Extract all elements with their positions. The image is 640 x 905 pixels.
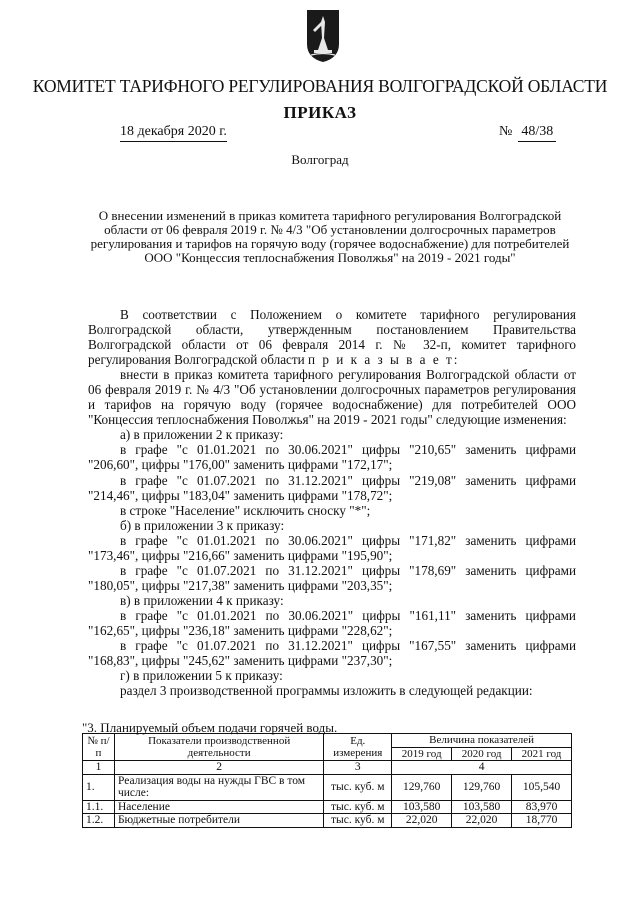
item-v-1: в графе "с 01.01.2021 по 30.06.2021" цифры "161,11" заменить цифрами "162,65", цифры "236,18" заменить цифрами "228,62";	[88, 607, 576, 638]
header-indicator: Показатели производственной деятельности	[114, 734, 323, 761]
number-sign: №	[499, 124, 513, 139]
row-value-2019: 129,760	[392, 774, 452, 800]
row-value-2021: 83,970	[512, 800, 572, 814]
item-b-2: в графе "с 01.07.2021 по 31.12.2021" цифры "178,69" заменить цифрами "180,05", цифры "217,38" заменить цифрами "203,35";	[88, 562, 576, 593]
item-a-3: в строке "Население" исключить сноску "*";	[120, 502, 371, 518]
header-values: Величина показателей	[392, 734, 572, 748]
row-num: 1.1.	[83, 800, 115, 814]
row-value-2021: 105,540	[512, 774, 572, 800]
row-value-2020: 22,020	[452, 814, 512, 828]
subject-line: ООО "Концессия теплоснабжения Поволжья" на 2019 - 2021 годы"	[144, 250, 516, 265]
row-num: 1.	[83, 774, 115, 800]
header-unit: Ед. измерения	[324, 734, 392, 761]
number-value: 48/38	[518, 124, 556, 142]
table-header-row	[83, 734, 572, 748]
col-index: 3	[324, 761, 392, 775]
table-row	[83, 814, 572, 828]
table-row	[83, 774, 572, 800]
committee-name: КОМИТЕТ ТАРИФНОГО РЕГУЛИРОВАНИЯ ВОЛГОГРАДСКОЙ ОБЛАСТИ	[32, 76, 608, 96]
row-name: Реализация воды на нужды ГВС в том числе:	[114, 774, 323, 800]
item-a-2: в графе "с 01.07.2021 по 31.12.2021" цифры "219,08" заменить цифрами "214,46", цифры "183,04" заменить цифрами "178,72";	[88, 472, 576, 503]
col-index: 4	[392, 761, 572, 775]
header-year-2019: 2019 год	[392, 747, 452, 761]
row-value-2021: 18,770	[512, 814, 572, 828]
row-value-2019: 22,020	[392, 814, 452, 828]
coat-of-arms-icon	[305, 8, 341, 64]
item-g: г) в приложении 5 к приказу:	[120, 668, 283, 684]
row-value-2020: 129,760	[452, 774, 512, 800]
table-caption: "3. Планируемый объем подачи горячей воды.	[82, 720, 338, 735]
order-date: 18 декабря 2020 г.	[120, 124, 227, 142]
subject-line: О внесении изменений в приказ комитета тарифного регулирования Волгоградской	[98, 208, 562, 223]
city: Волгоград	[291, 152, 349, 167]
row-unit: тыс. куб. м	[324, 800, 392, 814]
row-num: 1.2.	[83, 814, 115, 828]
item-v-2: в графе "с 01.07.2021 по 31.12.2021" цифры "167,55" заменить цифрами "168,83", цифры "245,62" заменить цифрами "237,30";	[88, 638, 576, 669]
item-a: а) в приложении 2 к приказу:	[120, 427, 284, 443]
item-b: б) в приложении 3 к приказу:	[120, 517, 285, 533]
row-unit: тыс. куб. м	[324, 814, 392, 828]
item-g-1: раздел 3 производственной программы изложить в следующей редакции:	[120, 683, 533, 699]
row-name: Бюджетные потребители	[114, 814, 323, 828]
row-value-2019: 103,580	[392, 800, 452, 814]
order-body	[88, 307, 576, 698]
order-number	[499, 124, 556, 142]
row-value-2020: 103,580	[452, 800, 512, 814]
subject-line: регулирования и тарифов на горячую воду (горячее водоснабжение) для потребителей	[90, 236, 570, 251]
header-year-2021: 2021 год	[512, 747, 572, 761]
col-index: 1	[83, 761, 115, 775]
table-row	[83, 800, 572, 814]
header-year-2020: 2020 год	[452, 747, 512, 761]
document-type: ПРИКАЗ	[283, 103, 357, 122]
intro-paragraph	[88, 307, 576, 367]
intro-text: В соответствии с Положением о комитете тарифного регулирования Волгоградской области, утвержденным постановлением Правительства Волгоградской области от 06 февраля 2014 г. № 32-п, комитет тарифного регулирования Волгоградской области	[88, 307, 576, 368]
item-a-1: в графе "с 01.01.2021 по 30.06.2021" цифры "210,65" заменить цифрами "206,60", цифры "176,00" заменить цифрами "172,17";	[88, 442, 576, 473]
order-subject	[90, 209, 570, 265]
row-name: Население	[114, 800, 323, 814]
header-num: № п/п	[83, 734, 115, 761]
item-v: в) в приложении 4 к приказу:	[120, 592, 284, 608]
subject-line: области от 06 февраля 2019 г. № 4/3 "Об установлении долгосрочных параметров	[104, 222, 556, 237]
amend-paragraph: внести в приказ комитета тарифного регулирования Волгоградской области от 06 февраля 2019 г. № 4/3 "Об установлении долгосрочных параметров регулирования и тарифов на горячую воду (горячее водоснабжение) для потребителей ООО "Концессия теплоснабжения Поволжья" на 2019 - 2021 годы" следующие изменения:	[88, 367, 576, 428]
order-word: п р и к а з ы в а е т:	[308, 352, 460, 368]
column-index-row	[83, 761, 572, 775]
item-b-1: в графе "с 01.01.2021 по 30.06.2021" цифры "171,82" заменить цифрами "173,46", цифры "216,66" заменить цифрами "195,90";	[88, 532, 576, 563]
col-index: 2	[114, 761, 323, 775]
row-unit: тыс. куб. м	[324, 774, 392, 800]
hot-water-plan-table	[82, 733, 572, 828]
